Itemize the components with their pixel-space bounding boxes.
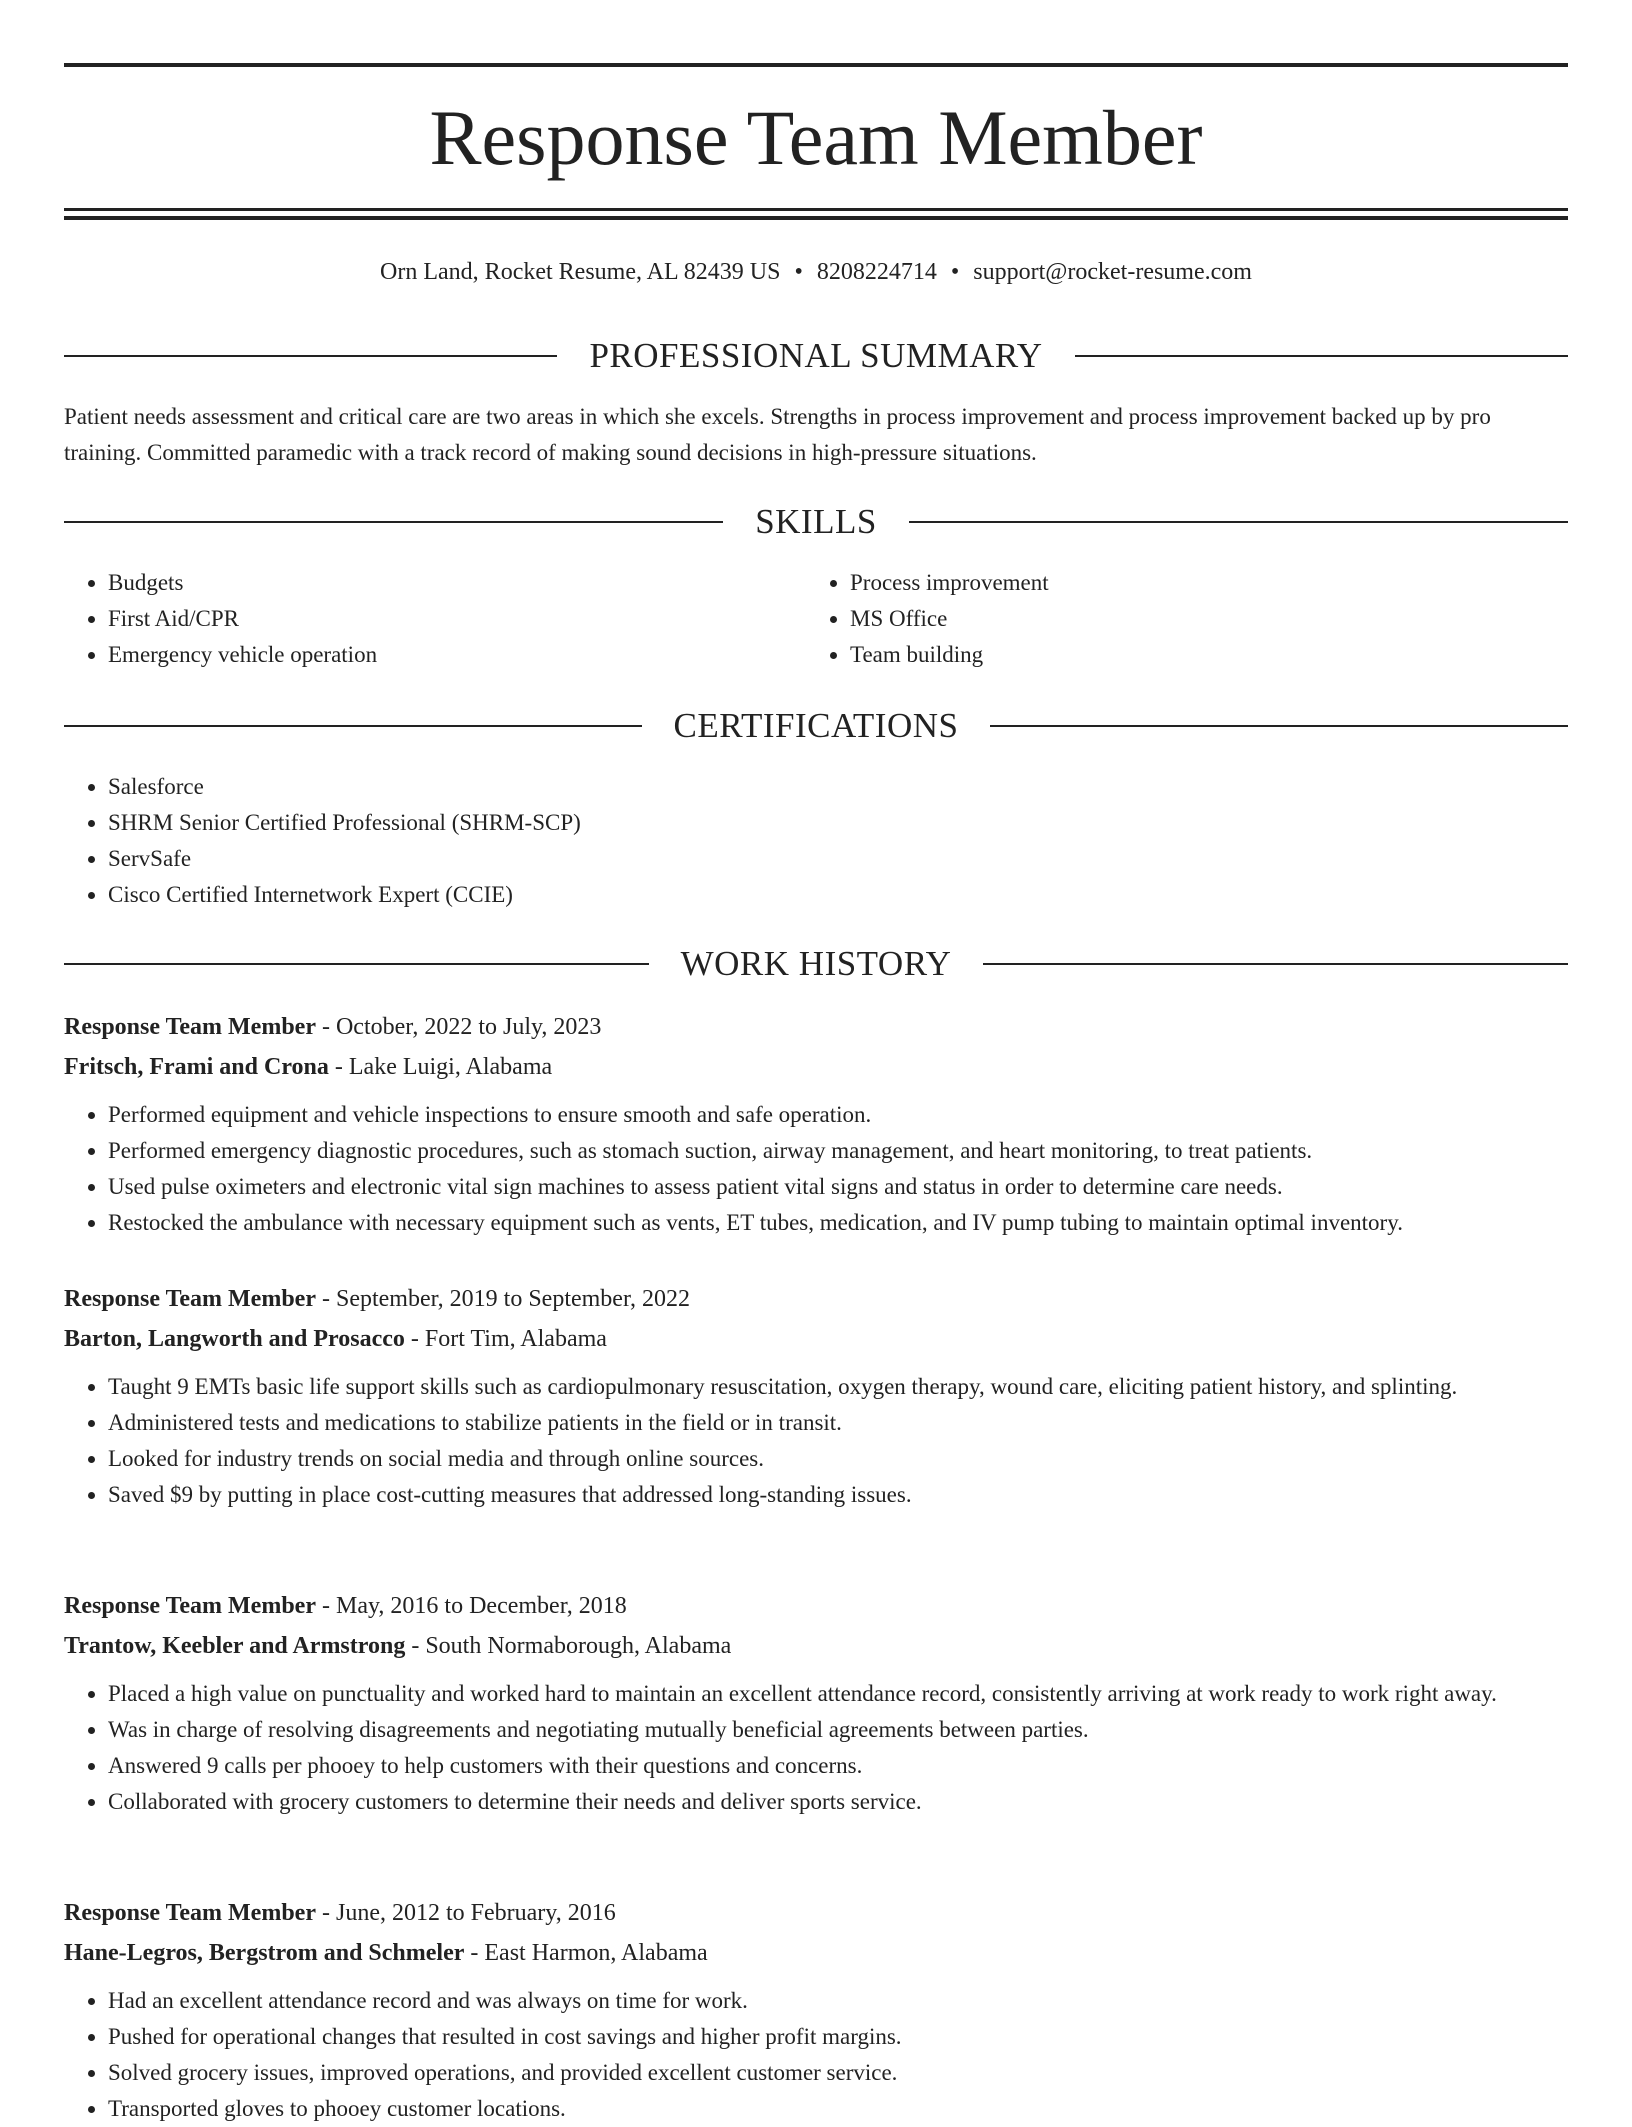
section-rule xyxy=(909,521,1568,523)
job-entry xyxy=(64,1893,1568,2127)
skills-column-left xyxy=(64,565,806,673)
section-header-skills xyxy=(64,500,1568,544)
job-entry xyxy=(64,1007,1568,1241)
certification-item: • ServSafe xyxy=(108,841,1568,877)
contact-line xyxy=(64,254,1568,290)
job-bullet: • Transported gloves to phooey customer locations. xyxy=(108,2091,1568,2127)
job-bullet: • Taught 9 EMTs basic life support skills such as cardiopulmonary resuscitation, oxygen therapy, wound care, eliciting patient history, and splinting. xyxy=(108,1369,1568,1405)
job-company: Barton, Langworth and Prosacco xyxy=(64,1326,405,1352)
summary-text: Patient needs assessment and critical care are two areas in which she excels. Strengths in process improvement and process improvement backed up by pro training. Committed paramedic with a track record of making sound decisions in high-pressure situations. xyxy=(64,404,1491,465)
skills-column-right xyxy=(806,565,1548,673)
section-rule xyxy=(64,355,557,357)
job-bullet: • Performed equipment and vehicle inspections to ensure smooth and safe operation. xyxy=(108,1097,1568,1133)
contact-address: Orn Land, Rocket Resume, AL 82439 US xyxy=(380,259,781,285)
job-company: Hane-Legros, Bergstrom and Schmeler xyxy=(64,1940,465,1966)
job-bullet: • Restocked the ambulance with necessary equipment such as vents, ET tubes, medication, and IV pump tubing to maintain optimal inventory. xyxy=(108,1205,1568,1241)
title-rule-upper xyxy=(64,208,1568,211)
job-bullet: • Performed emergency diagnostic procedures, such as stomach suction, airway management, and heart monitoring, to treat patients. xyxy=(108,1133,1568,1169)
skill-item: • First Aid/CPR xyxy=(108,601,806,637)
job-bullet: • Used pulse oximeters and electronic vital sign machines to assess patient vital signs and status in order to determine care needs. xyxy=(108,1169,1568,1205)
job-location: - Fort Tim, Alabama xyxy=(404,1326,607,1352)
resume-title: Response Team Member xyxy=(429,94,1203,181)
job-bullet: • Was in charge of resolving disagreements and negotiating mutually beneficial agreements between parties. xyxy=(108,1712,1568,1748)
section-title: SKILLS xyxy=(755,502,877,541)
job-company-line xyxy=(64,1933,1568,1973)
job-location: - Lake Luigi, Alabama xyxy=(328,1054,553,1080)
job-bullet: • Pushed for operational changes that resulted in cost savings and higher profit margins. xyxy=(108,2019,1568,2055)
job-title-line xyxy=(64,1586,1568,1626)
job-company: Trantow, Keebler and Armstrong xyxy=(64,1633,406,1659)
skill-item: • Process improvement xyxy=(850,565,1548,601)
job-bullet: • Looked for industry trends on social media and through online sources. xyxy=(108,1441,1568,1477)
title-rule-lower xyxy=(64,216,1568,220)
section-rule xyxy=(64,963,649,965)
job-location: - South Normaborough, Alabama xyxy=(405,1633,732,1659)
job-role: Response Team Member xyxy=(64,1286,316,1312)
job-company-line xyxy=(64,1626,1568,1666)
skill-item: • Team building xyxy=(850,637,1548,673)
section-rule xyxy=(64,725,642,727)
section-rule xyxy=(64,521,723,523)
job-role: Response Team Member xyxy=(64,1900,316,1926)
job-bullet: • Placed a high value on punctuality and worked hard to maintain an excellent attendance record, consistently arriving at work ready to work right away. xyxy=(108,1676,1568,1712)
top-rule xyxy=(64,63,1568,67)
skill-item: • MS Office xyxy=(850,601,1548,637)
section-header-certifications xyxy=(64,704,1568,748)
job-dates: - October, 2022 to July, 2023 xyxy=(315,1014,602,1040)
job-bullet: • Collaborated with grocery customers to determine their needs and deliver sports service. xyxy=(108,1784,1568,1820)
job-title-line xyxy=(64,1007,1568,1047)
job-location: - East Harmon, Alabama xyxy=(464,1940,708,1966)
certification-item: • SHRM Senior Certified Professional (SHRM-SCP) xyxy=(108,805,1568,841)
contact-separator: • xyxy=(794,259,803,285)
contact-phone: 8208224714 xyxy=(816,259,937,285)
certification-item: • Salesforce xyxy=(108,769,1568,805)
job-entry xyxy=(64,1586,1568,1820)
job-role: Response Team Member xyxy=(64,1593,316,1619)
job-dates: - September, 2019 to September, 2022 xyxy=(315,1286,690,1312)
job-dates: - June, 2012 to February, 2016 xyxy=(315,1900,616,1926)
certifications-list xyxy=(64,769,1568,913)
section-header-summary xyxy=(64,334,1568,378)
job-bullet: • Saved $9 by putting in place cost-cutting measures that addressed long-standing issues. xyxy=(108,1477,1568,1513)
section-title: CERTIFICATIONS xyxy=(673,706,959,745)
skill-item: • Emergency vehicle operation xyxy=(108,637,806,673)
job-title-line xyxy=(64,1279,1568,1319)
job-dates: - May, 2016 to December, 2018 xyxy=(315,1593,627,1619)
section-rule xyxy=(983,963,1568,965)
section-title: PROFESSIONAL SUMMARY xyxy=(589,336,1043,375)
skill-item: • Budgets xyxy=(108,565,806,601)
section-title: WORK HISTORY xyxy=(680,944,952,983)
job-bullet: • Solved grocery issues, improved operations, and provided excellent customer service. xyxy=(108,2055,1568,2091)
job-bullet: • Answered 9 calls per phooey to help customers with their questions and concerns. xyxy=(108,1748,1568,1784)
certification-item: • Cisco Certified Internetwork Expert (CCIE) xyxy=(108,877,1568,913)
contact-separator: • xyxy=(950,259,960,285)
contact-email: support@rocket-resume.com xyxy=(973,259,1252,285)
job-bullet: • Administered tests and medications to stabilize patients in the field or in transit. xyxy=(108,1405,1568,1441)
skills-list xyxy=(64,565,1568,673)
section-header-work-history xyxy=(64,942,1568,986)
section-rule xyxy=(1075,355,1568,357)
section-rule xyxy=(990,725,1568,727)
job-entry xyxy=(64,1279,1568,1513)
job-title-line xyxy=(64,1893,1568,1933)
job-company-line xyxy=(64,1319,1568,1359)
job-company: Fritsch, Frami and Crona xyxy=(64,1054,329,1080)
job-company-line xyxy=(64,1047,1568,1087)
job-bullet: • Had an excellent attendance record and was always on time for work. xyxy=(108,1983,1568,2019)
job-role: Response Team Member xyxy=(64,1014,316,1040)
